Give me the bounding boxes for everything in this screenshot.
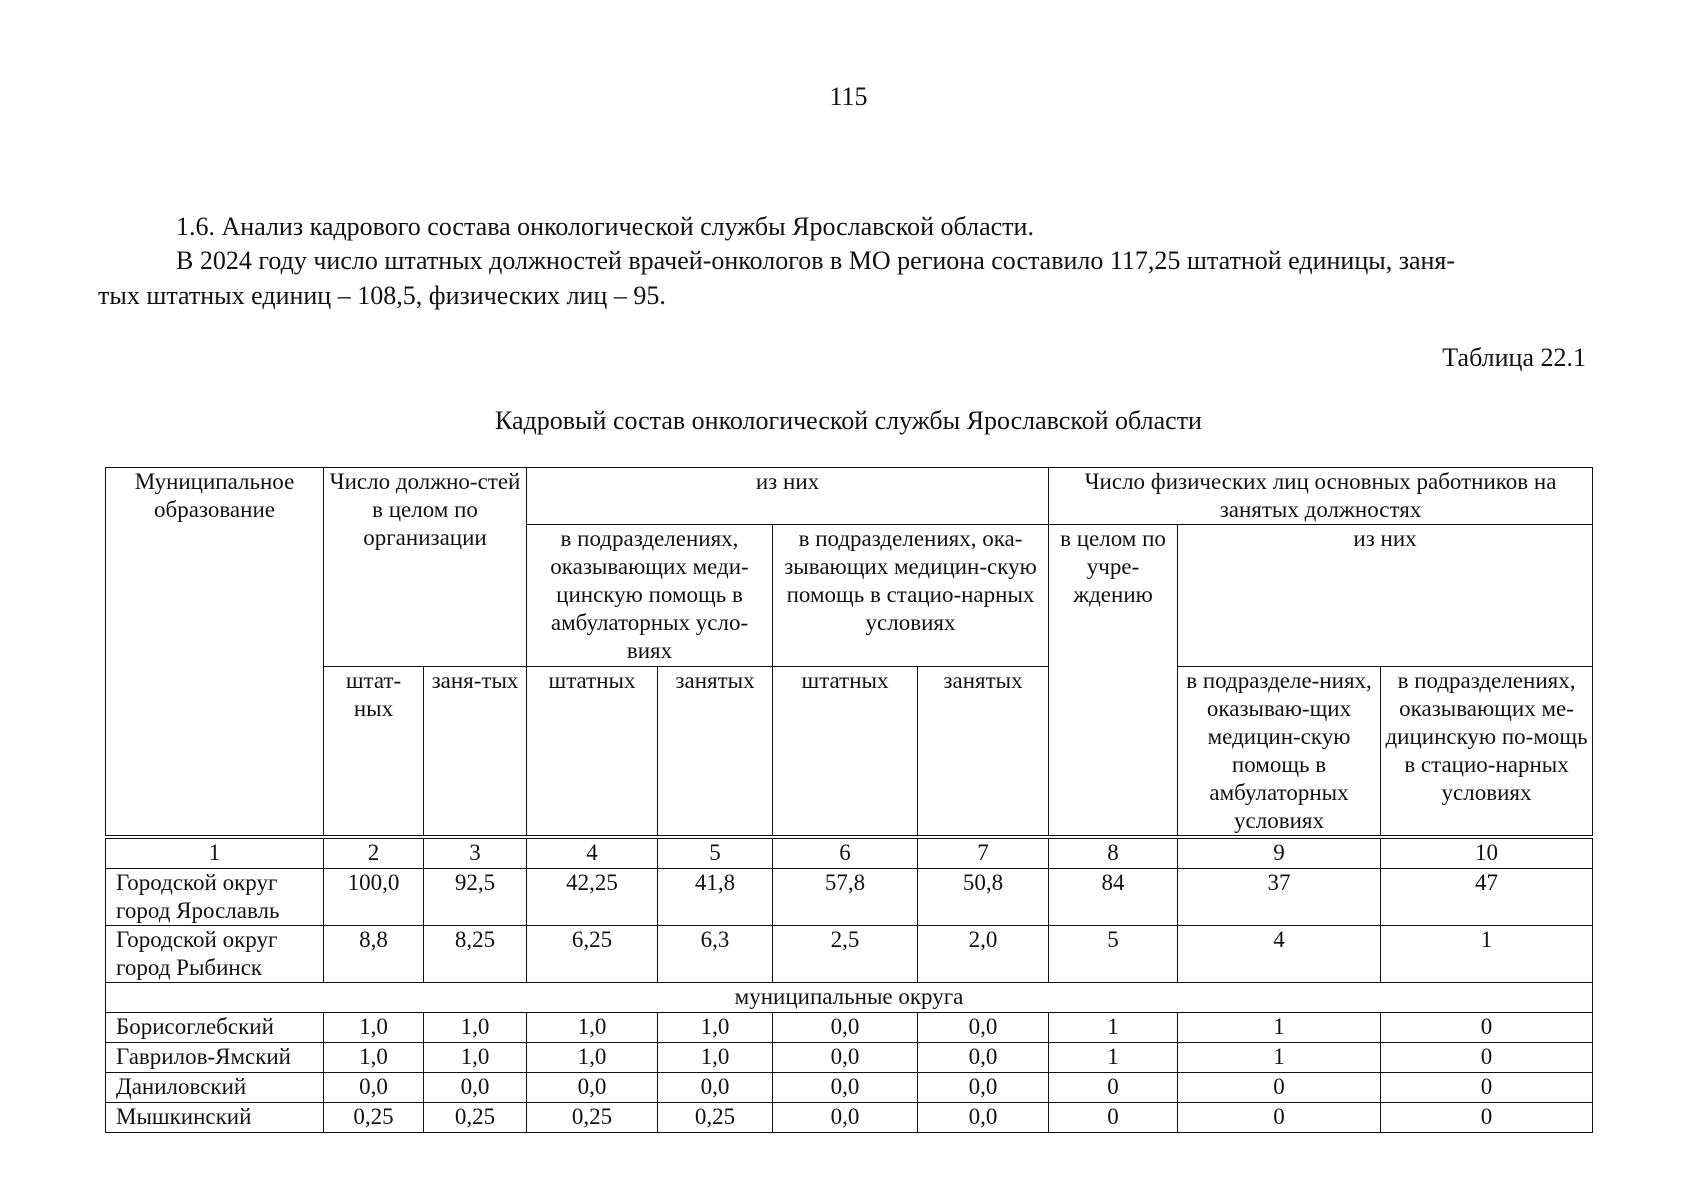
- header-persons-of-which: из них: [1178, 525, 1593, 667]
- cell-value: 0: [1381, 1013, 1593, 1043]
- column-numbers-row: [106, 837, 1593, 869]
- cell-value: 1,0: [658, 1013, 773, 1043]
- row-name: Городской округ город Ярославль: [106, 869, 324, 926]
- header-outpatient: в подразделениях, оказывающих меди-цинскую помощь в амбулаторных усло-виях: [527, 525, 773, 667]
- page-number: 115: [829, 82, 868, 111]
- cell-value: 42,25: [527, 869, 658, 926]
- cell-value: 84: [1049, 869, 1178, 926]
- cell-value: 1,0: [527, 1043, 658, 1073]
- cell-value: 47: [1381, 869, 1593, 926]
- paragraph-line: В 2024 году число штатных должностей врачей-онкологов в МО региона составило 117,25 штатной единицы, заня-: [176, 246, 1456, 275]
- column-number: 1: [106, 837, 324, 869]
- table-caption: Таблица 22.1: [1442, 343, 1586, 372]
- header-persons-outpatient: в подразделе-ниях, оказываю-щих медицин-скую помощь в амбулаторных условиях: [1178, 667, 1381, 838]
- cell-value: 100,0: [324, 869, 424, 926]
- cell-value: 0,0: [773, 1043, 918, 1073]
- cell-value: 8,25: [424, 926, 527, 983]
- cell-value: 0,0: [527, 1073, 658, 1103]
- cell-value: 0: [1381, 1073, 1593, 1103]
- table-title: Кадровый состав онкологической службы Ярославской области: [495, 406, 1202, 435]
- header-municipality: Муниципальное образование: [106, 468, 324, 838]
- cell-value: 41,8: [658, 869, 773, 926]
- table-row: [106, 1043, 1593, 1073]
- cell-value: 0: [1381, 1103, 1593, 1133]
- cell-value: 57,8: [773, 869, 918, 926]
- cell-value: 2,5: [773, 926, 918, 983]
- row-name: Гаврилов-Ямский: [106, 1043, 324, 1073]
- header-staff: штат-ных: [324, 667, 424, 838]
- table-row: [106, 1073, 1593, 1103]
- cell-value: 92,5: [424, 869, 527, 926]
- table-header-row: [106, 468, 1593, 525]
- cell-value: 1: [1049, 1013, 1178, 1043]
- cell-value: 0,0: [424, 1073, 527, 1103]
- column-number: 7: [918, 837, 1049, 869]
- column-number: 6: [773, 837, 918, 869]
- cell-value: 5: [1049, 926, 1178, 983]
- header-occupied: занятых: [658, 667, 773, 838]
- column-number: 9: [1178, 837, 1381, 869]
- cell-value: 0,0: [918, 1103, 1049, 1133]
- header-positions-total: Число должно-стей в целом по организации: [324, 468, 527, 667]
- column-number: 8: [1049, 837, 1178, 869]
- header-occupied: занятых: [918, 667, 1049, 838]
- table-row: [106, 1013, 1593, 1043]
- cell-value: 2,0: [918, 926, 1049, 983]
- row-name: Даниловский: [106, 1073, 324, 1103]
- header-inpatient: в подразделениях, ока-зывающих медицин-скую помощь в стацио-нарных условиях: [773, 525, 1049, 667]
- cell-value: 0,0: [773, 1103, 918, 1133]
- header-occupied: заня-тых: [424, 667, 527, 838]
- table-row: [106, 926, 1593, 983]
- column-number: 3: [424, 837, 527, 869]
- cell-value: 1,0: [424, 1013, 527, 1043]
- cell-value: 0: [1381, 1043, 1593, 1073]
- paragraph-line: тых штатных единиц – 108,5, физических лиц – 95.: [98, 281, 666, 310]
- column-number: 2: [324, 837, 424, 869]
- cell-value: 0,25: [658, 1103, 773, 1133]
- cell-value: 0,0: [918, 1073, 1049, 1103]
- cell-value: 0,25: [324, 1103, 424, 1133]
- section-label: муниципальные округа: [106, 983, 1593, 1013]
- cell-value: 1,0: [527, 1013, 658, 1043]
- cell-value: 8,8: [324, 926, 424, 983]
- row-name: Городской округ город Рыбинск: [106, 926, 324, 983]
- cell-value: 1,0: [424, 1043, 527, 1073]
- table-header-row: [106, 667, 1593, 838]
- section-heading: 1.6. Анализ кадрового состава онкологической службы Ярославской области.: [176, 212, 1034, 241]
- cell-value: 0,0: [658, 1073, 773, 1103]
- cell-value: 0,0: [773, 1073, 918, 1103]
- header-institution-total: в целом по учре-ждению: [1049, 525, 1178, 838]
- column-number: 5: [658, 837, 773, 869]
- cell-value: 1,0: [324, 1043, 424, 1073]
- cell-value: 1: [1178, 1013, 1381, 1043]
- table-row: [106, 869, 1593, 926]
- header-persons-total: Число физических лиц основных работников на занятых должностях: [1049, 468, 1593, 525]
- cell-value: 4: [1178, 926, 1381, 983]
- cell-value: 1: [1381, 926, 1593, 983]
- table-row: [106, 1103, 1593, 1133]
- cell-value: 0,0: [324, 1073, 424, 1103]
- cell-value: 0,0: [918, 1043, 1049, 1073]
- cell-value: 0,25: [527, 1103, 658, 1133]
- cell-value: 0: [1178, 1103, 1381, 1133]
- column-number: 10: [1381, 837, 1593, 869]
- cell-value: 0: [1049, 1073, 1178, 1103]
- cell-value: 0: [1178, 1073, 1381, 1103]
- cell-value: 0,0: [773, 1013, 918, 1043]
- cell-value: 37: [1178, 869, 1381, 926]
- column-number: 4: [527, 837, 658, 869]
- header-of-which: из них: [527, 468, 1049, 525]
- row-name: Борисоглебский: [106, 1013, 324, 1043]
- section-row: [106, 983, 1593, 1013]
- staffing-table: [105, 467, 1593, 1133]
- header-staff: штатных: [527, 667, 658, 838]
- row-name: Мышкинский: [106, 1103, 324, 1133]
- cell-value: 1: [1049, 1043, 1178, 1073]
- cell-value: 1,0: [658, 1043, 773, 1073]
- cell-value: 1,0: [324, 1013, 424, 1043]
- cell-value: 6,25: [527, 926, 658, 983]
- cell-value: 0,0: [918, 1013, 1049, 1043]
- cell-value: 0,25: [424, 1103, 527, 1133]
- cell-value: 0: [1049, 1103, 1178, 1133]
- header-persons-inpatient: в подразделениях, оказывающих ме-дицинскую по-мощь в стацио-нарных условиях: [1381, 667, 1593, 838]
- cell-value: 6,3: [658, 926, 773, 983]
- cell-value: 1: [1178, 1043, 1381, 1073]
- cell-value: 50,8: [918, 869, 1049, 926]
- header-staff: штатных: [773, 667, 918, 838]
